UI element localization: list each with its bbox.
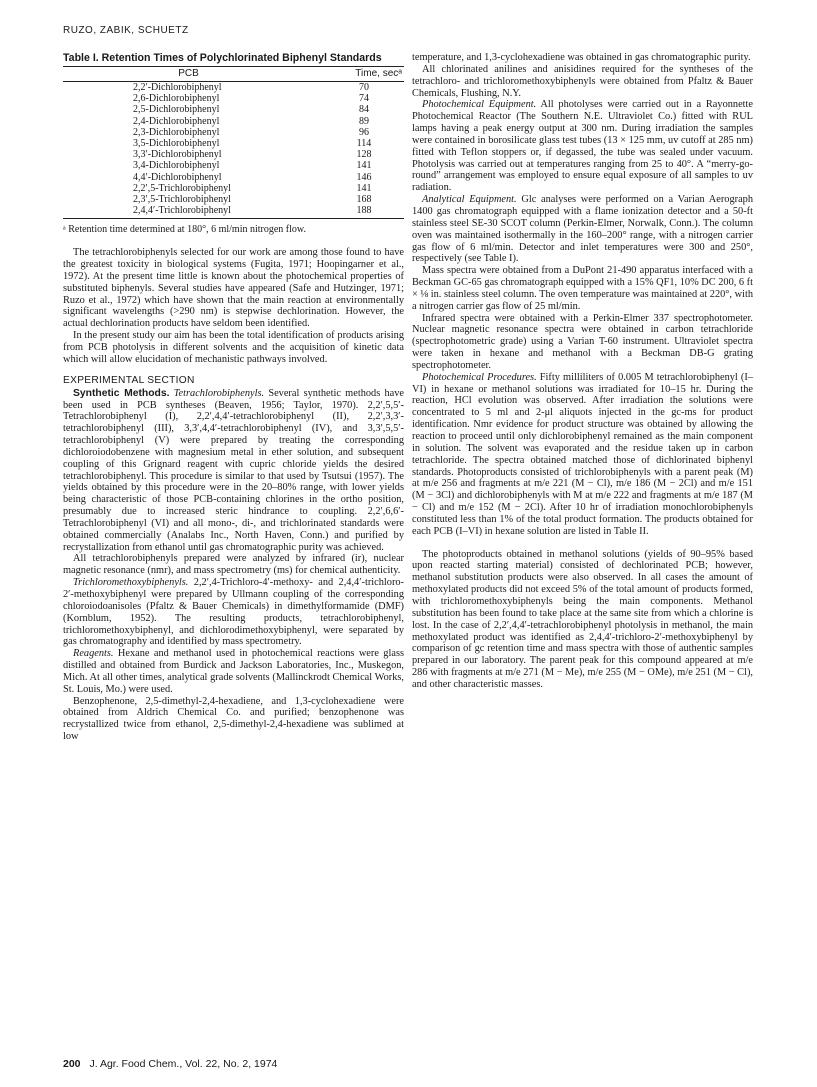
- trichloromethoxy-paragraph: [63, 577, 404, 648]
- pcb-name: 2,5-Dichlorobiphenyl: [133, 104, 220, 116]
- pcb-name: 2,4,4′-Trichlorobiphenyl: [63, 205, 284, 219]
- mass-spectra-paragraph: Mass spectra were obtained from a DuPont 21-490 apparatus interfaced with a Beckman GC-65 gas chromatograph equipped with a 15% QF1, 10% DC 200, 6 ft × ⅛ in. stainless steel column. The oven temperature was maintained at 220°, with a nitrogen carrier gas flow of 25 ml/min.: [412, 265, 753, 312]
- retention-time: 128: [356, 149, 372, 161]
- retention-time: 74: [359, 93, 369, 105]
- running-head: RUZO, ZABIK, SCHUETZ: [63, 25, 189, 36]
- paragraph-gap: [412, 538, 753, 549]
- table-row: [63, 82, 404, 94]
- pcb-name: 3,4-Dichlorobiphenyl: [133, 160, 220, 172]
- section-heading: EXPERIMENTAL SECTION: [63, 374, 195, 386]
- subsection-heading: Trichloromethoxybiphenyls.: [73, 577, 189, 589]
- subsection-heading: Analytical Equipment.: [422, 194, 517, 206]
- retention-time: 84: [359, 104, 369, 116]
- anilines-paragraph: All chlorinated anilines and anisidines required for the syntheses of the tetrachloro- and trichloromethoxybiphenyls were obtained from Pfaltz & Bauer Chemicals, Flushing, N.Y.: [412, 63, 753, 99]
- table-row: [63, 205, 404, 219]
- journal-citation: J. Agr. Food Chem., Vol. 22, No. 2, 1974: [89, 1058, 278, 1070]
- right-column: [412, 52, 753, 691]
- intro-paragraph: The tetrachlorobiphenyls selected for our work are among those found to have the greatest toxicity in biological systems (Fugita, 1971; Hoopingarner et al., 1972). At the present time little is known about the photochemical properties of substituted biphenyls. Several studies have appeared (Safe and Hutzinger, 1971; Ruzo et al., 1972) which have shown that the main reaction at environmentally significant wavelengths (>290 nm) is stepwise dechlorination. However, the actual dechlorination products have seldom been identified.: [63, 247, 404, 330]
- intro-paragraph: In the present study our aim has been the total identification of products arising from PCB photolysis in different solvents and the acquisition of kinetic data which will allow elucidation of mechanistic pathways involved.: [63, 330, 404, 365]
- continued-paragraph: temperature, and 1,3-cyclohexadiene was obtained in gas chromatographic purity.: [412, 52, 751, 63]
- photochemical-procedures-paragraph: [412, 372, 753, 538]
- analytical-equipment-paragraph: [412, 194, 753, 265]
- pcb-name: 2,6-Dichlorobiphenyl: [133, 93, 220, 105]
- pcb-name: 2,4-Dichlorobiphenyl: [133, 115, 220, 127]
- pcb-name: 2,3-Dichlorobiphenyl: [133, 126, 220, 138]
- table-row: [63, 183, 404, 194]
- pcb-name: 4,4′-Dichlorobiphenyl: [133, 171, 222, 183]
- retention-time: 89: [359, 115, 369, 127]
- retention-table: [63, 66, 404, 219]
- pcb-name: 2,2′,5-Trichlorobiphenyl: [133, 182, 231, 194]
- table-row: [63, 149, 404, 160]
- subsection-heading: Photochemical Equipment.: [422, 99, 537, 111]
- retention-time: 146: [356, 171, 372, 183]
- page-footer: [63, 1058, 277, 1070]
- photochemical-equipment-paragraph: [412, 99, 753, 194]
- retention-time: 168: [356, 194, 372, 206]
- subsection-heading: Photochemical Procedures.: [422, 371, 537, 383]
- retention-time: 114: [356, 138, 372, 150]
- retention-time: 141: [356, 160, 372, 172]
- paragraph-text: Glc analyses were performed on a Varian Aerograph 1400 gas chromatograph equipped with a flame ionization detector and a 50-ft stainless steel SE-30 SCOT column (Perkin-Elmer, Norwalk, Conn.). The column oven was maintained isothermally in the 160–200° range, with a nitrogen carrier gas flow of 6 ml/min. Detector and inlet temperatures were 300 and 250°, respectively (see Table I).: [412, 194, 753, 265]
- subsection-heading: Tetrachlorobiphenyls.: [173, 387, 265, 399]
- page-number: 200: [63, 1058, 81, 1070]
- table-row: [63, 138, 404, 149]
- pcb-name: 2,2′-Dichlorobiphenyl: [133, 82, 222, 93]
- paragraph-text: Several synthetic methods have been used in PCB syntheses (Beaven, 1956; Taylor, 1970). 2,2′,5,5′-Tetrachlorobiphenyl (I), 2,2′,4,4′-tetrachlorobiphenyl (II), 2,2′,3,3′-tetrachlorobiphenyl (III), 3,3′,4,4′-tetrachlorobiphenyl (IV), and 3,3′,5,5′-tetrachlorobiphenyl (V) were prepared by treating the corresponding dichloroiodobenzene with magnesium metal in ether solution, and subsequent coupling of this Grignard reagent with cupric chloride yields the desired tetrachlorobiphenyl. This procedure is similar to that used by Tsutsui (1957). The yields obtained by this procedure were in the 20–80% range, with lower yields being characteristic of those PCB-containing chlorines in the ortho position, presumably due to increased steric hindrance to coupling. 2,2′,6,6′-Tetrachlorobiphenyl (VI) and all mono-, di-, and trichlorinated standards were obtained commercially (Analabs Inc., North Haven, Conn.) and purified by recrystallization from ethanol until gas chromatographic purity was achieved.: [63, 387, 405, 553]
- pcb-name: 3,5-Dichlorobiphenyl: [133, 138, 220, 150]
- paragraph-text: 2,2′,4-Trichloro-4′-methoxy- and 2,4,4′-trichloro-2′-methoxybiphenyl were prepared by Ullmann coupling of the corresponding chloroiodoanisoles (Pfaltz & Bauer Chemicals) in dimethylformamide (DMF) (Kornblum, 1952). The resulting products, tetrachlorobiphenyl, trichloromethoxybiphenyl, and dichlorodimethoxybiphenyl, were separated by gas chromatography and identified by mass spectrometry.: [63, 577, 405, 648]
- reagents-paragraph: [63, 648, 404, 695]
- table-header-time: Time, secᵃ: [284, 67, 404, 82]
- table-row: [63, 93, 404, 104]
- table-row: [63, 160, 404, 171]
- table-row: [63, 127, 404, 138]
- paragraph-text: Hexane and methanol used in photochemical reactions were glass distilled and obtained from Burdick and Jackson Laboratories, Inc., Muskegon, Mich. At all other times, analytical grade solvents (Mallinckrodt Chemical Works, St. Louis, Mo.) were used.: [63, 648, 404, 695]
- paragraph-text: All photolyses were carried out in a Rayonnette Photochemical Reactor (The Southern N.E. Ultraviolet Co.) fitted with RUL lamps having a peak energy output at 300 nm. During irradiation the samples were contained in borosilicate glass test tubes (13 × 125 mm, uv cutoff at 285 nm) fitted with Teflon stoppers or, if degassed, the tube was sealed under vacuum. Photolysis was carried out at temperatures ranging from 25 to 40°. A “merry-go-round” arrangement was employed to ensure equal exposure of all samples to uv radiation.: [412, 99, 754, 194]
- table-row: [63, 194, 404, 205]
- methanol-paragraph: The photoproducts obtained in methanol solutions (yields of 90–95% based upon reacted starting material) consisted of dechlorinated PCB; however, methanol substitution products were also observed. In all cases the amount of methoxylated products did not exceed 5% of the total amount of products formed, with trichloromethoxybiphenyls being the main components. Methanol substitution has been found to take place at the same site from which a chlorine is lost. In the case of 2,2′,4,4′-tetrachlorobiphenyl photolysis in methanol, the main methoxylated product was identified as 2,4,4′-trichloro-2′-methoxybiphenyl by comparison of gc retention time and mass spectra with those of authentic samples prepared in our laboratory. The parent peak for this compound appeared at m/e 286 with fragments at m/e 271 (M − Me), m/e 255 (M − OMe), m/e 251 (M − Cl), and other characteristic masses.: [412, 548, 753, 690]
- table-footnote: ᵃ Retention time determined at 180°, 6 ml/min nitrogen flow.: [63, 224, 306, 236]
- retention-time: 70: [359, 82, 369, 93]
- synthesis-paragraph: [63, 388, 404, 554]
- spectra-paragraph: Infrared spectra were obtained with a Perkin-Elmer 337 spectrophotometer. Nuclear magnetic resonance spectra were obtained in carbon tetrachloride (spectrophotometric grade) using a Varian T-60 instrument. Ultraviolet spectra were taken in hexane and methanol with a Beckman DB-G grating spectrophotometer.: [412, 312, 753, 371]
- retention-time: 188: [284, 205, 404, 219]
- table-row: [63, 104, 404, 115]
- pcb-name: 3,3′-Dichlorobiphenyl: [133, 149, 222, 161]
- paragraph-text: Fifty milliliters of 0.005 M tetrachlorobiphenyl (I–VI) in hexane or methanol solutions was irradiated for 10–15 hr. During the reaction, HCl evolution was observed. After irradiation the solutions were concentrated to 5 ml and 2-μl aliquots injected in the gc-ms for product identification. Nmr evidence for product structure was obtained by allowing the reaction to proceed until only dichlorobiphenyl remained as the main component in solution. The solvent was evaporated and the residue taken up in carbon tetrachloride. The spectra obtained matched those of dichlorinated biphenyl standards. Photoproducts consisted of trichlorobiphenyls with a parent peak (M) at m/e 256 and fragments at m/e 221 (M − Cl), m/e 186 (M − 2Cl) and m/e 151 (M − 3Cl) and dichlorobiphenyls with M at m/e 222 and fragments at m/e 187 (M − Cl) and m/e 152 (M − 2Cl). After 10 hr of irradiation monochlorobiphenyls constituted less than 1% of the total product formation. The products obtained for each PCB (I–VI) in hexane solution are listed in Table II.: [412, 371, 753, 537]
- analysis-paragraph: All tetrachlorobiphenyls prepared were analyzed by infrared (ir), nuclear magnetic resonance (nmr), and mass spectrometry (ms) for chemical authenticity.: [63, 553, 404, 577]
- table-title: Table I. Retention Times of Polychlorinated Biphenyl Standards: [63, 52, 382, 64]
- benzophenone-paragraph: Benzophenone, 2,5-dimethyl-2,4-hexadiene, and 1,3-cyclohexadiene were obtained from Aldrich Chemical Co. and purified; benzophenone was recrystallized twice from ethanol, 2,5-dimethyl-2,4-hexadiene was sublimed at low: [63, 695, 404, 743]
- table-row: [63, 116, 404, 127]
- retention-time: 141: [356, 182, 372, 194]
- pcb-name: 2,3′,5-Trichlorobiphenyl: [133, 194, 231, 206]
- left-column: [63, 52, 404, 743]
- table-row: [63, 172, 404, 183]
- runin-heading: Synthetic Methods.: [73, 387, 170, 399]
- table-header-pcb: PCB: [63, 67, 284, 82]
- retention-time: 96: [359, 126, 369, 138]
- subsection-heading: Reagents.: [73, 648, 114, 660]
